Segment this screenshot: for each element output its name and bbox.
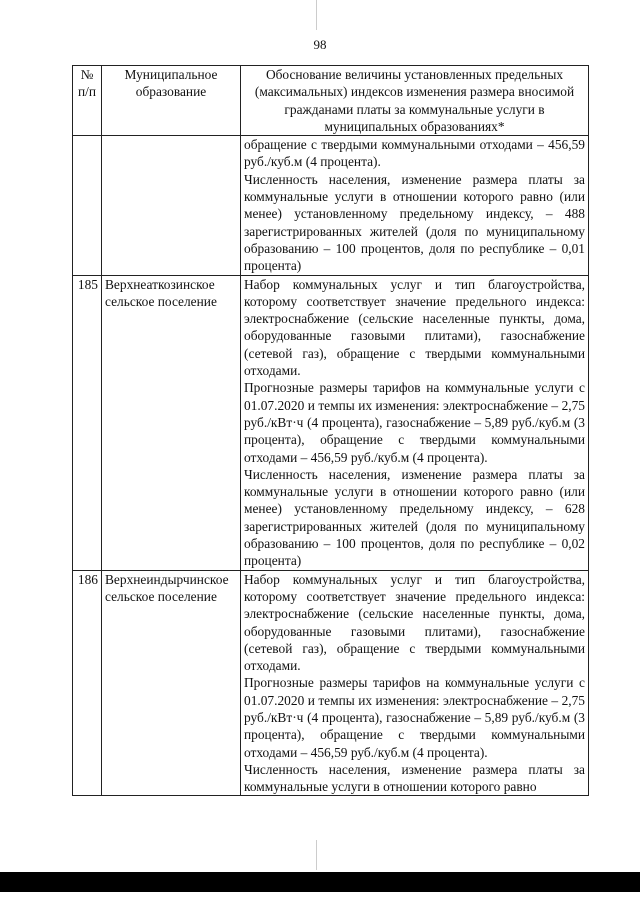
row-justification bbox=[241, 570, 589, 796]
header-justification: Обоснование величины установленных предельных (максимальных) индексов изменения размера вносимой гражданами платы за коммунальные услуги в муниципальных образованиях* bbox=[241, 66, 589, 136]
row-municipality: Верхнеиндырчинское сельское поселение bbox=[102, 570, 241, 796]
page-number: 98 bbox=[313, 37, 327, 52]
row-number: 186 bbox=[73, 570, 102, 796]
row-number: 185 bbox=[73, 275, 102, 570]
justification-paragraph: Набор коммунальных услуг и тип благоустройства, которому соответствует значение предельного индекса: электроснабжение (сельские населенные пункты, дома, оборудованные газовыми плитами), газоснабжение (сетевой газ), обращение с твердыми коммунальными отходами. bbox=[244, 276, 585, 379]
row-justification bbox=[241, 136, 589, 275]
justification-paragraph: Прогнозные размеры тарифов на коммунальные услуги с 01.07.2020 и темпы их изменения: электроснабжение – 2,75 руб./кВт·ч (4 процента), газоснабжение – 5,89 руб./куб.м (3 процента), обращение с твердыми коммунальными отходами – 456,59 руб./куб.м (4 процента). bbox=[244, 380, 585, 465]
table-row bbox=[73, 136, 589, 275]
justification-paragraph: Прогнозные размеры тарифов на коммунальные услуги с 01.07.2020 и темпы их изменения: электроснабжение – 2,75 руб./кВт·ч (4 процента), газоснабжение – 5,89 руб./куб.м (3 процента), обращение с твердыми коммунальными отходами – 456,59 руб./куб.м (4 процента). bbox=[244, 675, 585, 760]
justification-paragraph: Численность населения, изменение размера платы за коммунальные услуги в отношении которого равно (или менее) установленному предельному индексу, – 488 зарегистрированных жителей (доля по муниципальному образованию – 100 процентов, доля по республике – 0,01 процента) bbox=[244, 171, 585, 274]
row-number bbox=[73, 136, 102, 275]
table-row bbox=[73, 570, 589, 796]
justification-paragraph: обращение с твердыми коммунальными отходами – 456,59 руб./куб.м (4 процента). bbox=[244, 137, 585, 170]
header-num: № п/п bbox=[73, 66, 102, 136]
row-justification bbox=[241, 275, 589, 570]
table-row bbox=[73, 275, 589, 570]
row-municipality: Верхнеаткозинское сельское поселение bbox=[102, 275, 241, 570]
row-municipality bbox=[102, 136, 241, 275]
scan-artifact-bottom bbox=[316, 840, 317, 870]
municipal-index-table bbox=[72, 65, 589, 796]
justification-paragraph: Набор коммунальных услуг и тип благоустройства, которому соответствует значение предельного индекса: электроснабжение (сельские населенные пункты, дома, оборудованные газовыми плитами), газоснабжение (сетевой газ), обращение с твердыми коммунальными отходами. bbox=[244, 571, 585, 674]
table-header-row bbox=[73, 66, 589, 136]
justification-paragraph: Численность населения, изменение размера платы за коммунальные услуги в отношении которого равно bbox=[244, 761, 585, 795]
header-municipality: Муниципальное образование bbox=[102, 66, 241, 136]
scan-artifact-top bbox=[316, 0, 317, 30]
justification-paragraph: Численность населения, изменение размера платы за коммунальные услуги в отношении которого равно (или менее) установленному предельному индексу, – 628 зарегистрированных жителей (доля по муниципальному образованию – 100 процентов, доля по республике – 0,02 процента) bbox=[244, 466, 585, 569]
scan-bottom-border bbox=[0, 872, 640, 892]
